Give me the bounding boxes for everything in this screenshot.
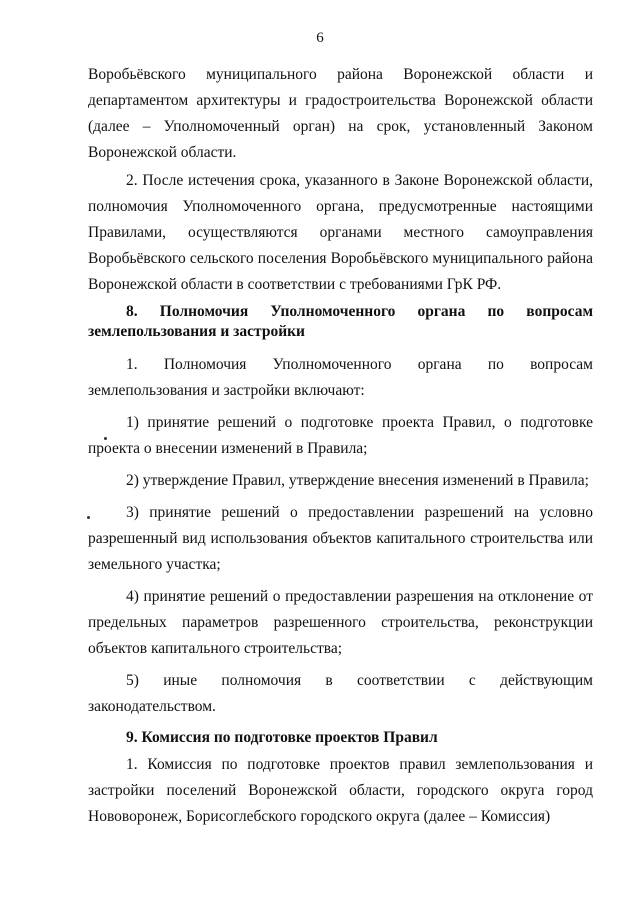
list-item-8-1-2: 2) утверждение Правил, утверждение внесения изменений в Правила; [126, 472, 589, 489]
list-item-8-1-5: 5) иные полномочия в соответствии с действующим законодательством. [88, 672, 593, 715]
paragraph-8-1: 1. Полномочия Уполномоченного органа по вопросам землепользования и застройки включают: [88, 356, 593, 399]
paragraph-2: 2. После истечения срока, указанного в Законе Воронежской области, полномочия Уполномоченного органа, предусмотренные настоящими Правилами, осуществляются органами местного самоуправления Воробьёвского сельского поселения Воробьёвского муниципального района Воронежской области в соответствии с требованиями ГрК РФ. [88, 172, 593, 293]
scan-artifact-dot [104, 437, 107, 440]
list-item-8-1-3: 3) принятие решений о предоставлении разрешений на условно разрешенный вид использования объектов капитального строительства или земельного участка; [88, 504, 593, 573]
paragraph-continuation: Воробьёвского муниципального района Воронежской области и департаментом архитектуры и градостроительства Воронежской области (далее – Уполномоченный орган) на срок, установленный Законом Воронежской области. [88, 66, 593, 161]
section-heading-8: 8. Полномочия Уполномоченного органа по вопросам землепользования и застройки [88, 303, 593, 340]
list-item-8-1-4: 4) принятие решений о предоставлении разрешения на отклонение от предельных параметров разрешенного строительства, реконструкции объектов капитального строительства; [88, 588, 593, 657]
page-number: 6 [316, 30, 324, 46]
scan-artifact-dot [87, 516, 90, 519]
document-body [88, 62, 593, 830]
list-item-8-1-1: 1) принятие решений о подготовке проекта Правил, о подготовке проекта о внесении изменений в Правила; [88, 414, 593, 457]
paragraph-9-1: 1. Комиссия по подготовке проектов правил землепользования и застройки поселений Воронежской области, городского округа город Нововоронеж, Борисоглебского городского округа (далее – Комиссия) [88, 756, 593, 825]
section-heading-9: 9. Комиссия по подготовке проектов Правил [126, 729, 438, 746]
